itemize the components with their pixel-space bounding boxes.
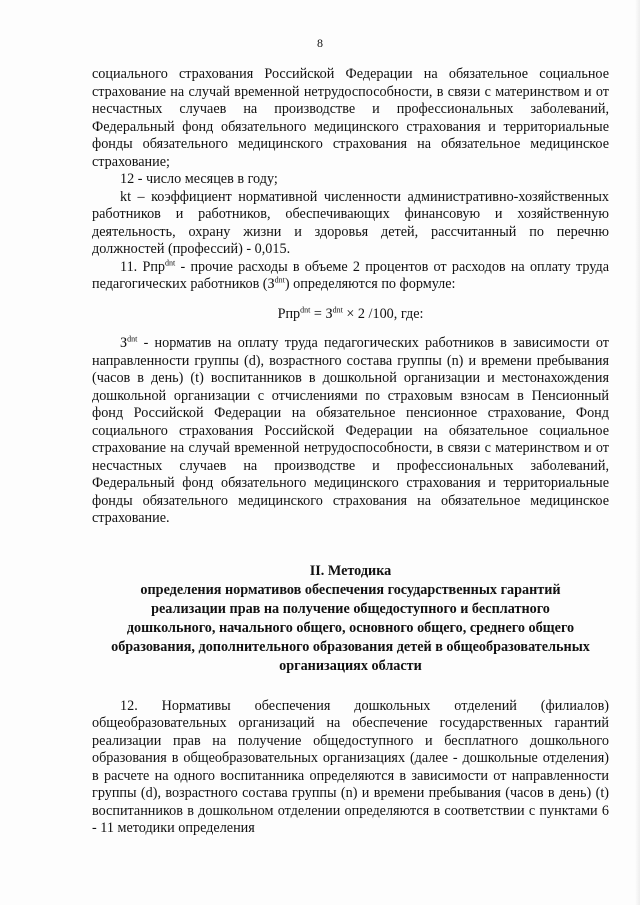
section-title-line-2: определения нормативов обеспечения государственных гарантий <box>140 581 561 598</box>
page-number: 8 <box>317 36 323 50</box>
formula-a-sup: dnt <box>300 304 311 314</box>
formula-c: × 2 /100, где: <box>342 305 424 322</box>
item11-mid: - прочие расходы в объеме 2 процентов от расходов на оплату труда педагогических работников (З <box>92 258 609 292</box>
section-title-line-5: образования, дополнительного образования детей в общеобразовательных <box>111 638 590 655</box>
formula-a: Рпр <box>277 305 301 322</box>
section-title-line-6: организациях области <box>279 657 422 674</box>
paragraph-kt: kt – коэффициент нормативной численности административно-хозяйственных работников и работников, обеспечивающих финансовую и хозяйственную деятельность, охрану жизни и здоровья детей, рассчитанный по перечню должностей (профессий) - 0,015. <box>92 188 609 257</box>
item11-tail: ) определяются по формуле: <box>284 276 456 292</box>
document-body <box>92 66 609 838</box>
formula <box>92 306 609 324</box>
item11-sup2: dnt <box>274 275 285 285</box>
definition-symbol: З <box>120 335 128 351</box>
section-title-line-3: реализации прав на получение общедоступного и бесплатного <box>151 600 550 617</box>
item11-sup1: dnt <box>165 257 176 267</box>
formula-b-sup: dnt <box>332 304 343 314</box>
definition-text: - норматив на оплату труда педагогических работников в зависимости от направленности группы (d), возрастного состава группы (n) и времени пребывания (часов в день) (t) воспитанников в дошкольной организации и местонахождения дошкольной организации с отчислениями по страховым взносам в Пенсионный фонд Российской Федерации на обязательное пенсионное страхование, Фонд социального страхования Российской Федерации на обязательное социальное страхование на случай временной нетрудоспособности, в связи с материнством и от несчастных случаев на производстве и профессиональных заболеваний, Федеральный фонд обязательного медицинского страхования и территориальные фонды обязательного медицинского страхования на обязательное медицинское страхование. <box>92 335 609 526</box>
section-title-line-4: дошкольного, начального общего, основного общего, среднего общего <box>126 619 575 636</box>
section-title-line-1: II. Методика <box>309 562 392 579</box>
paragraph-item-11 <box>92 259 609 294</box>
section-title <box>92 562 609 676</box>
paragraph-months: 12 - число месяцев в году; <box>120 171 278 187</box>
formula-b: = З <box>310 305 333 322</box>
paragraph-continuation: социального страхования Российской Федерации на обязательное социальное страхование на случай временной нетрудоспособности, в связи с материнством и от несчастных случаев на производстве и профессиональных заболеваний, Федеральный фонд обязательного медицинского страхования и территориальные фонды обязательного медицинского страхования на обязательное медицинское страхование; <box>92 66 609 170</box>
definition-symbol-sup: dnt <box>127 334 138 344</box>
scan-edge <box>635 0 640 905</box>
paragraph-item-12: 12. Нормативы обеспечения дошкольных отделений (филиалов) общеобразовательных организаций на обеспечение государственных гарантий реализации прав на получение общедоступного и бесплатного дошкольного образования в общеобразовательных организациях (далее - дошкольные отделения) в расчете на одного воспитанника определяются в зависимости от направленности группы (d), возрастного состава группы (n) и времени пребывания (часов в день) (t) воспитанников в дошкольном отделении определяются в соответствии с пунктами 6 - 11 методики определения <box>92 697 609 836</box>
item11-lead: 11. Рпр <box>120 258 166 275</box>
paragraph-definition <box>92 335 609 528</box>
